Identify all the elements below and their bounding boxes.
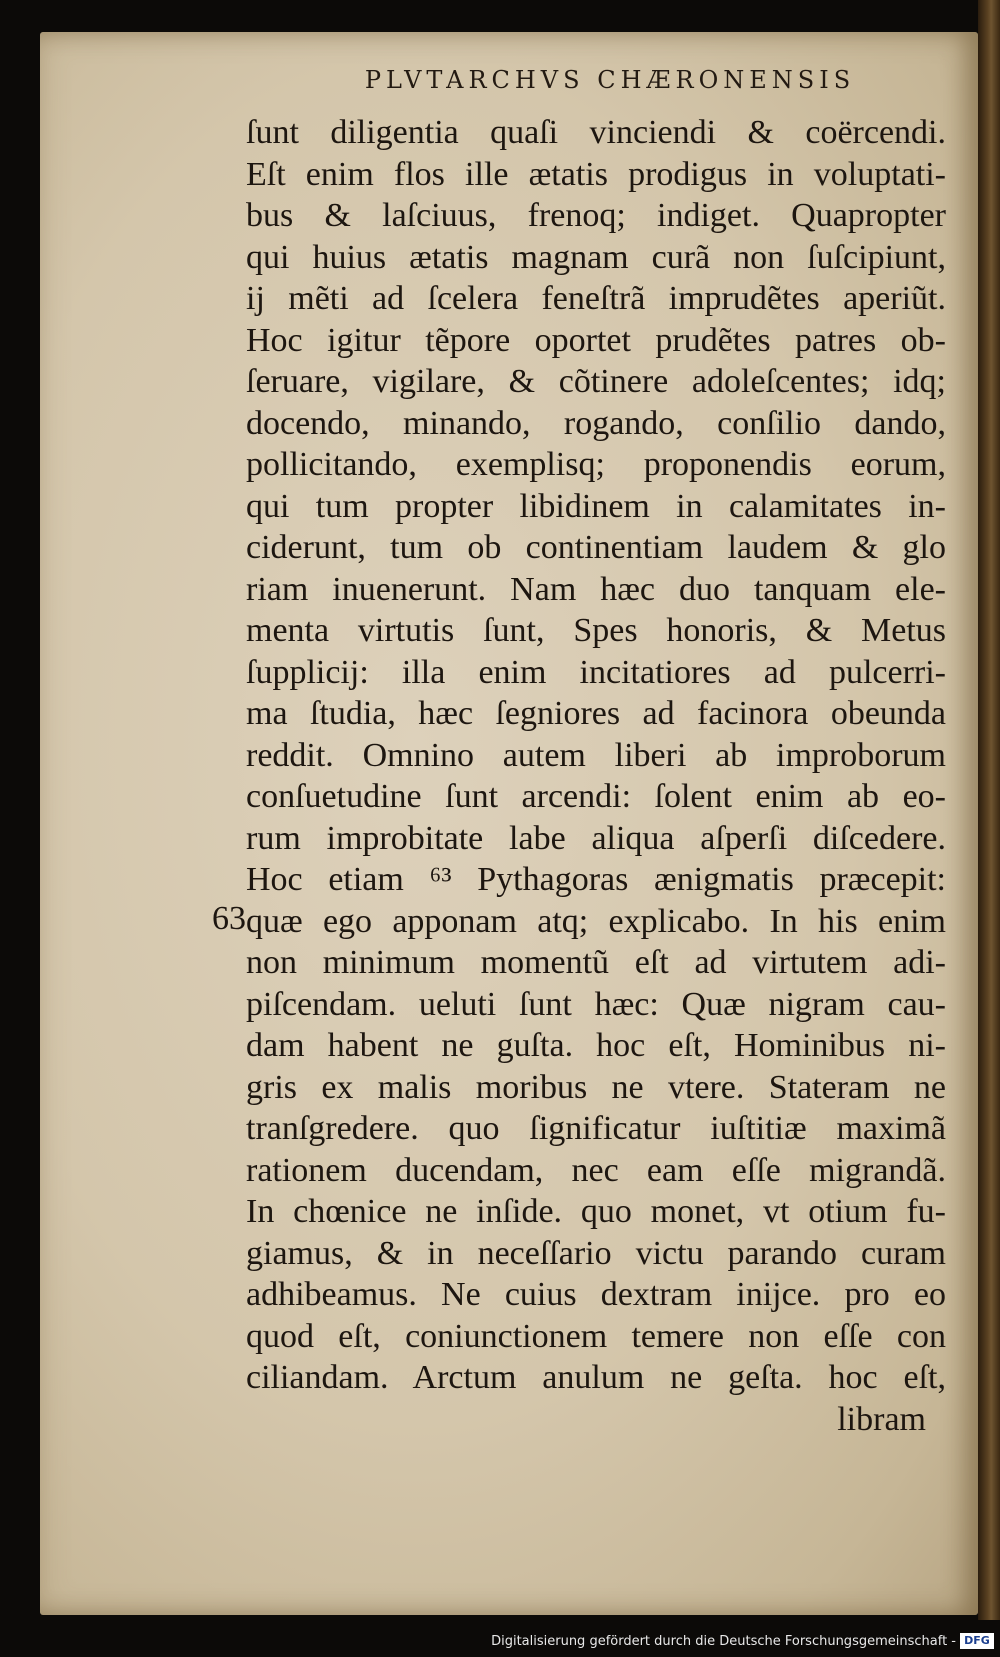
- book-page: [40, 32, 978, 1615]
- text-line: ciliandam. Arctum anulum ne geſta. hoc eſt,: [246, 1359, 946, 1396]
- text-line: rum improbitate labe aliqua aſperſi diſcedere.: [246, 819, 946, 857]
- text-line: quod eſt, coniunctionem temere non eſſe con: [246, 1317, 946, 1355]
- funding-credit: Digitalisierung gefördert durch die Deutsche Forschungsgemeinschaft -: [491, 1634, 956, 1649]
- text-line: riam inuenerunt. Nam hæc duo tanquam ele-: [246, 570, 946, 608]
- running-head: PLVTARCHVS CHÆRONENSIS: [364, 66, 856, 94]
- dfg-logo: DFG: [960, 1633, 994, 1649]
- text-line: Eſt enim flos ille ætatis prodigus in voluptati-: [246, 155, 946, 193]
- text-line: Hoc etiam ⁶³ Pythagoras ænigmatis præcepit:: [246, 861, 946, 898]
- margin-note: 63: [212, 900, 246, 937]
- text-line: pollicitando, exemplisq; proponendis eorum,: [246, 446, 946, 483]
- text-block: [246, 112, 946, 1440]
- text-line: non minimum momentũ eſt ad virtutem adi-: [246, 944, 946, 981]
- text-line: piſcendam. ueluti ſunt hæc: Quæ nigram cau-: [246, 985, 946, 1023]
- text-line: ſunt diligentia quaſi vinciendi & coërcendi.: [246, 114, 946, 151]
- text-line: tranſgredere. quo ſignificatur iuſtitiæ maximã: [246, 1110, 946, 1147]
- text-line: dam habent ne guſta. hoc eſt, Hominibus ni-: [246, 1027, 946, 1064]
- text-line: In chœnice ne inſide. quo monet, vt otium fu-: [246, 1193, 946, 1230]
- text-line: ſupplicij: illa enim incitatiores ad pulcerri-: [246, 653, 946, 691]
- text-line: ſeruare, vigilare, & cõtinere adoleſcentes; idq;: [246, 363, 946, 400]
- text-line: adhibeamus. Ne cuius dextram inijce. pro eo: [246, 1276, 946, 1313]
- text-line: ciderunt, tum ob continentiam laudem & glo: [246, 529, 946, 566]
- text-line: conſuetudine ſunt arcendi: ſolent enim ab eo-: [246, 778, 946, 815]
- text-line: ma ſtudia, hæc ſegniores ad facinora obeunda: [246, 695, 946, 732]
- catchword: libram: [837, 1400, 926, 1438]
- text-line: ij mẽti ad ſcelera feneſtrã imprudẽtes aperiũt.: [246, 280, 946, 317]
- text-line: giamus, & in neceſſario victu parando curam: [246, 1234, 946, 1272]
- footer-bar: [0, 1625, 1000, 1657]
- text-line: qui huius ætatis magnam curã non ſuſcipiunt,: [246, 238, 946, 276]
- text-line: gris ex malis moribus ne vtere. Stateram ne: [246, 1068, 946, 1106]
- text-line: reddit. Omnino autem liberi ab improborum: [246, 736, 946, 774]
- book-spine: [978, 0, 1000, 1620]
- text-line: bus & laſciuus, frenoq; indiget. Quapropter: [246, 197, 946, 234]
- text-line: menta virtutis ſunt, Spes honoris, & Metus: [246, 612, 946, 649]
- text-line: quæ ego apponam atq; explicabo. In his enim: [246, 902, 946, 940]
- text-line: qui tum propter libidinem in calamitates in-: [246, 487, 946, 525]
- text-line: rationem ducendam, nec eam eſſe migrandã.: [246, 1151, 946, 1189]
- text-line: Hoc igitur tẽpore oportet prudẽtes patres ob-: [246, 321, 946, 359]
- text-line: docendo, minando, rogando, conſilio dando,: [246, 404, 946, 442]
